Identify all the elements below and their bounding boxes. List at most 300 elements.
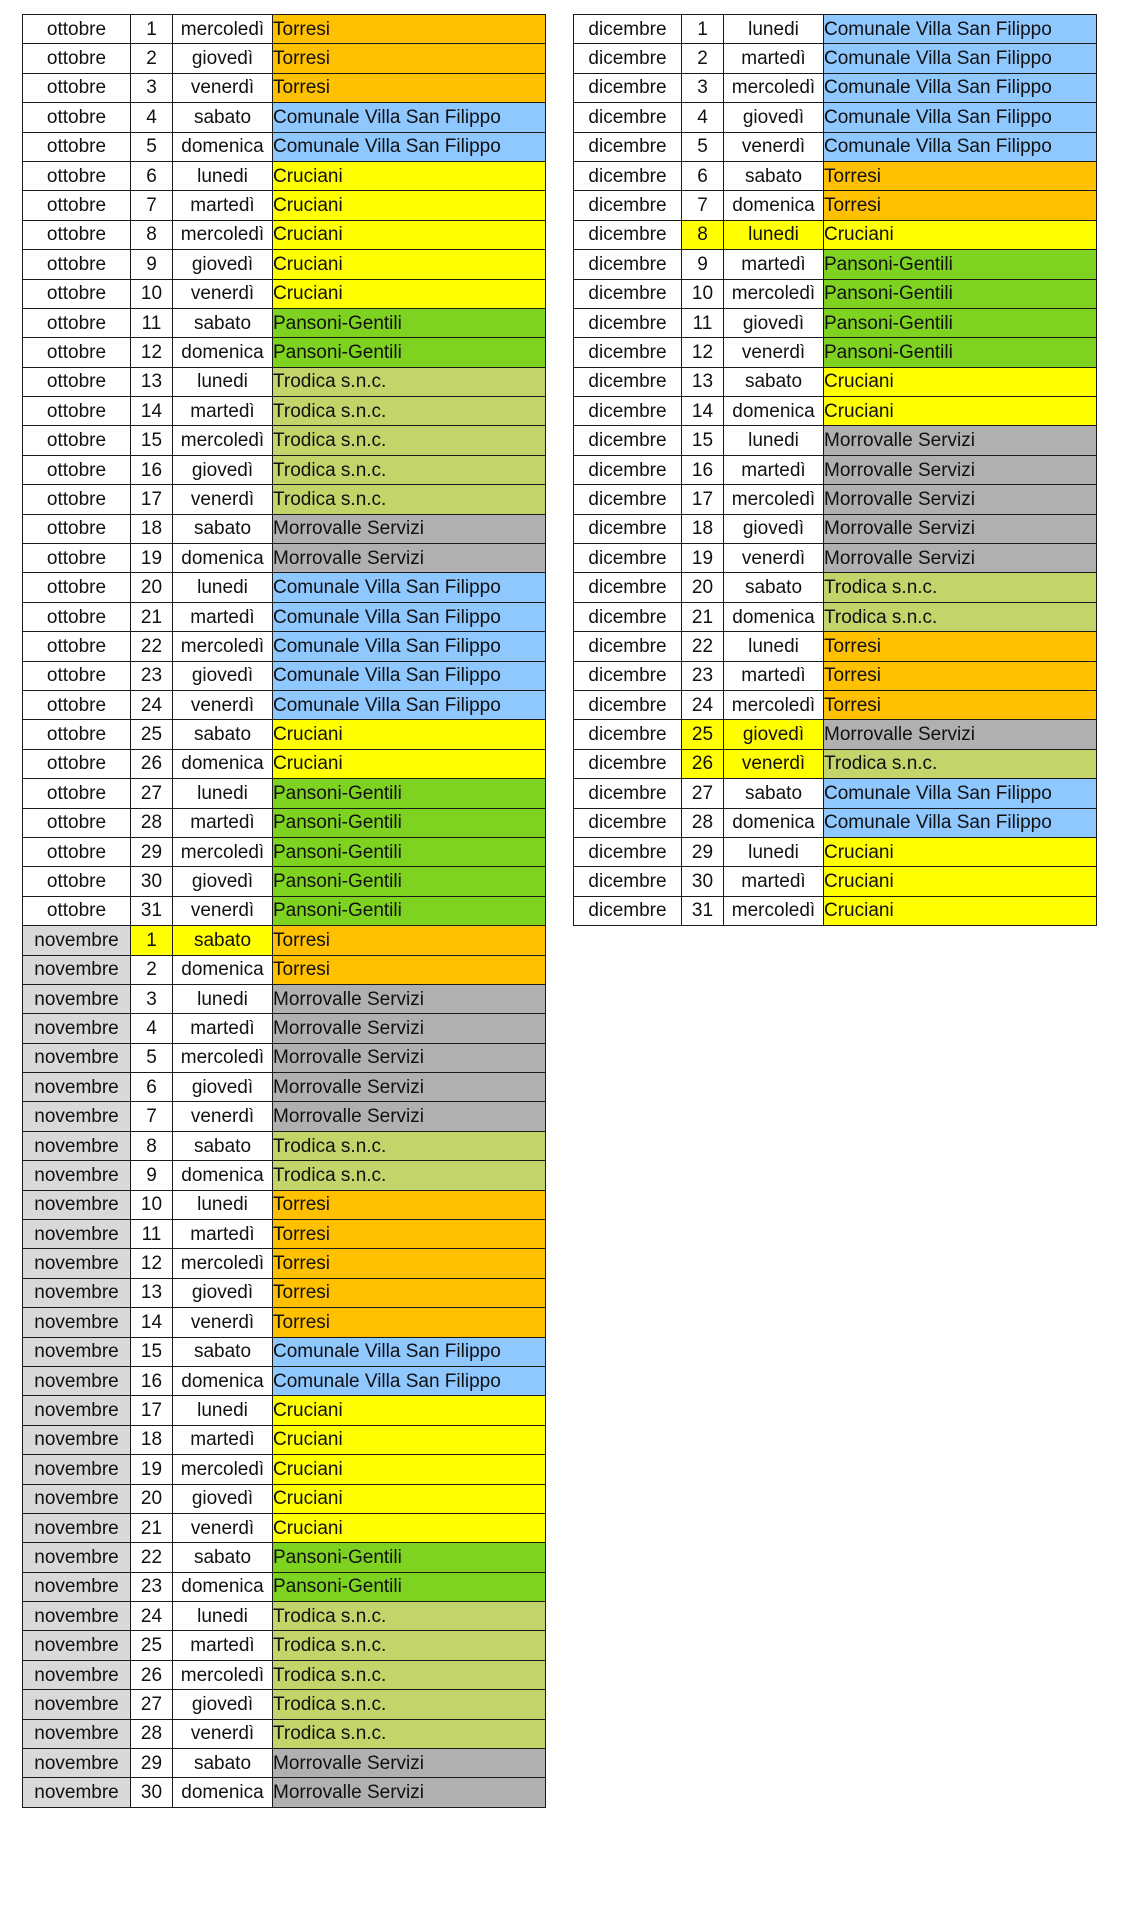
pharmacy-cell: Comunale Villa San Filippo [824, 132, 1097, 161]
day-number-cell: 17 [131, 485, 173, 514]
pharmacy-cell: Morrovalle Servizi [824, 544, 1097, 573]
weekday-cell: venerdì [724, 132, 824, 161]
weekday-cell: sabato [724, 161, 824, 190]
pharmacy-cell: Pansoni-Gentili [273, 1543, 546, 1572]
pharmacy-cell: Torresi [273, 44, 546, 73]
month-cell: novembre [23, 1278, 131, 1307]
day-number-cell: 13 [682, 367, 724, 396]
weekday-cell: venerdì [724, 544, 824, 573]
month-cell: ottobre [23, 367, 131, 396]
month-cell: ottobre [23, 44, 131, 73]
day-number-cell: 2 [131, 44, 173, 73]
day-number-cell: 7 [682, 191, 724, 220]
month-cell: dicembre [574, 161, 682, 190]
day-number-cell: 27 [131, 1690, 173, 1719]
month-cell: novembre [23, 1513, 131, 1542]
day-number-cell: 13 [131, 367, 173, 396]
weekday-cell: sabato [724, 573, 824, 602]
day-number-cell: 11 [131, 308, 173, 337]
schedule-row [23, 1719, 546, 1748]
schedule-row [23, 1249, 546, 1278]
pharmacy-cell: Torresi [824, 632, 1097, 661]
day-number-cell: 28 [682, 808, 724, 837]
pharmacy-cell: Cruciani [273, 1455, 546, 1484]
schedule-row [23, 1749, 546, 1778]
weekday-cell: sabato [724, 779, 824, 808]
month-cell: ottobre [23, 15, 131, 44]
pharmacy-cell: Torresi [273, 73, 546, 102]
pharmacy-cell: Pansoni-Gentili [273, 837, 546, 866]
weekday-cell: martedì [173, 1425, 273, 1454]
day-number-cell: 7 [131, 1102, 173, 1131]
weekday-cell: mercoledì [724, 896, 824, 925]
weekday-cell: lunedi [173, 573, 273, 602]
schedule-row [23, 485, 546, 514]
month-cell: ottobre [23, 279, 131, 308]
schedule-row [574, 485, 1097, 514]
day-number-cell: 18 [131, 514, 173, 543]
pharmacy-cell: Pansoni-Gentili [273, 1572, 546, 1601]
schedule-row [574, 73, 1097, 102]
month-cell: novembre [23, 1484, 131, 1513]
day-number-cell: 13 [131, 1278, 173, 1307]
schedule-row [23, 1602, 546, 1631]
weekday-cell: mercoledì [724, 690, 824, 719]
pharmacy-cell: Cruciani [273, 191, 546, 220]
pharmacy-cell: Cruciani [824, 837, 1097, 866]
day-number-cell: 11 [682, 308, 724, 337]
schedule-row [23, 837, 546, 866]
day-number-cell: 23 [131, 1572, 173, 1601]
day-number-cell: 17 [682, 485, 724, 514]
schedule-row [23, 955, 546, 984]
schedule-row [23, 1102, 546, 1131]
pharmacy-cell: Morrovalle Servizi [273, 514, 546, 543]
schedule-row [23, 161, 546, 190]
schedule-row [574, 191, 1097, 220]
schedule-row [574, 779, 1097, 808]
day-number-cell: 31 [682, 896, 724, 925]
schedule-row [23, 220, 546, 249]
day-number-cell: 30 [682, 867, 724, 896]
schedule-row [23, 1513, 546, 1542]
weekday-cell: giovedì [173, 44, 273, 73]
month-cell: novembre [23, 926, 131, 955]
month-cell: ottobre [23, 455, 131, 484]
pharmacy-cell: Pansoni-Gentili [273, 867, 546, 896]
pharmacy-cell: Trodica s.n.c. [824, 749, 1097, 778]
pharmacy-cell: Pansoni-Gentili [824, 250, 1097, 279]
schedule-row [574, 220, 1097, 249]
pharmacy-cell: Cruciani [273, 250, 546, 279]
pharmacy-cell: Torresi [273, 926, 546, 955]
month-cell: ottobre [23, 837, 131, 866]
weekday-cell: sabato [173, 926, 273, 955]
month-cell: novembre [23, 1249, 131, 1278]
day-number-cell: 15 [682, 426, 724, 455]
schedule-row [574, 661, 1097, 690]
weekday-cell: sabato [173, 1749, 273, 1778]
weekday-cell: domenica [173, 1366, 273, 1395]
day-number-cell: 25 [131, 720, 173, 749]
month-cell: dicembre [574, 44, 682, 73]
weekday-cell: venerdì [173, 896, 273, 925]
day-number-cell: 26 [131, 1660, 173, 1689]
weekday-cell: mercoledì [724, 485, 824, 514]
pharmacy-cell: Cruciani [273, 1484, 546, 1513]
schedule-row [574, 397, 1097, 426]
day-number-cell: 27 [131, 779, 173, 808]
pharmacy-cell: Morrovalle Servizi [273, 1014, 546, 1043]
schedule-body-right [574, 15, 1097, 926]
schedule-row [23, 132, 546, 161]
pharmacy-cell: Comunale Villa San Filippo [824, 44, 1097, 73]
weekday-cell: mercoledì [173, 1043, 273, 1072]
month-cell: ottobre [23, 250, 131, 279]
month-cell: dicembre [574, 544, 682, 573]
weekday-cell: domenica [724, 191, 824, 220]
month-cell: novembre [23, 1602, 131, 1631]
day-number-cell: 28 [131, 1719, 173, 1748]
pharmacy-cell: Torresi [273, 1190, 546, 1219]
month-cell: novembre [23, 1220, 131, 1249]
month-cell: dicembre [574, 896, 682, 925]
weekday-cell: lunedi [173, 1190, 273, 1219]
schedule-row [574, 367, 1097, 396]
month-cell: ottobre [23, 103, 131, 132]
month-cell: ottobre [23, 896, 131, 925]
month-cell: dicembre [574, 308, 682, 337]
schedule-row [23, 44, 546, 73]
weekday-cell: martedì [173, 397, 273, 426]
schedule-row [23, 397, 546, 426]
schedule-row [23, 544, 546, 573]
schedule-row [574, 455, 1097, 484]
month-cell: ottobre [23, 544, 131, 573]
day-number-cell: 29 [682, 837, 724, 866]
schedule-row [23, 279, 546, 308]
month-cell: novembre [23, 1396, 131, 1425]
weekday-cell: sabato [173, 1543, 273, 1572]
day-number-cell: 23 [131, 661, 173, 690]
day-number-cell: 18 [131, 1425, 173, 1454]
day-number-cell: 29 [131, 1749, 173, 1778]
month-cell: dicembre [574, 573, 682, 602]
month-cell: dicembre [574, 426, 682, 455]
day-number-cell: 25 [682, 720, 724, 749]
weekday-cell: martedì [173, 1014, 273, 1043]
pharmacy-cell: Comunale Villa San Filippo [824, 15, 1097, 44]
pharmacy-cell: Torresi [824, 690, 1097, 719]
day-number-cell: 1 [682, 15, 724, 44]
pharmacy-cell: Cruciani [273, 220, 546, 249]
month-cell: novembre [23, 1572, 131, 1601]
pharmacy-cell: Morrovalle Servizi [824, 514, 1097, 543]
pharmacy-cell: Cruciani [273, 1396, 546, 1425]
schedule-body-left [23, 15, 546, 1808]
day-number-cell: 10 [131, 1190, 173, 1219]
weekday-cell: domenica [173, 132, 273, 161]
weekday-cell: domenica [173, 955, 273, 984]
pharmacy-cell: Comunale Villa San Filippo [824, 73, 1097, 102]
pharmacy-cell: Trodica s.n.c. [273, 1631, 546, 1660]
day-number-cell: 6 [682, 161, 724, 190]
weekday-cell: sabato [173, 103, 273, 132]
weekday-cell: sabato [173, 720, 273, 749]
day-number-cell: 24 [131, 1602, 173, 1631]
month-cell: dicembre [574, 867, 682, 896]
weekday-cell: giovedì [173, 455, 273, 484]
month-cell: ottobre [23, 397, 131, 426]
weekday-cell: domenica [173, 544, 273, 573]
month-cell: ottobre [23, 73, 131, 102]
day-number-cell: 22 [682, 632, 724, 661]
schedule-row [23, 926, 546, 955]
day-number-cell: 14 [131, 1308, 173, 1337]
weekday-cell: martedì [724, 250, 824, 279]
weekday-cell: sabato [724, 367, 824, 396]
schedule-row [23, 602, 546, 631]
pharmacy-cell: Comunale Villa San Filippo [273, 103, 546, 132]
weekday-cell: giovedì [173, 867, 273, 896]
schedule-row [23, 191, 546, 220]
schedule-row [23, 308, 546, 337]
weekday-cell: domenica [173, 1572, 273, 1601]
pharmacy-cell: Trodica s.n.c. [273, 1131, 546, 1160]
pharmacy-cell: Trodica s.n.c. [273, 485, 546, 514]
weekday-cell: domenica [173, 338, 273, 367]
weekday-cell: mercoledì [173, 15, 273, 44]
day-number-cell: 23 [682, 661, 724, 690]
schedule-row [574, 338, 1097, 367]
schedule-row [23, 1366, 546, 1395]
weekday-cell: mercoledì [173, 632, 273, 661]
weekday-cell: lunedi [724, 220, 824, 249]
weekday-cell: domenica [724, 602, 824, 631]
weekday-cell: sabato [173, 1131, 273, 1160]
day-number-cell: 8 [682, 220, 724, 249]
pharmacy-cell: Pansoni-Gentili [273, 338, 546, 367]
month-cell: dicembre [574, 338, 682, 367]
weekday-cell: lunedi [173, 779, 273, 808]
month-cell: novembre [23, 1455, 131, 1484]
pharmacy-cell: Morrovalle Servizi [273, 984, 546, 1013]
month-cell: dicembre [574, 808, 682, 837]
weekday-cell: sabato [173, 514, 273, 543]
pharmacy-cell: Pansoni-Gentili [273, 779, 546, 808]
schedule-row [23, 779, 546, 808]
day-number-cell: 3 [131, 984, 173, 1013]
schedule-row [23, 1190, 546, 1219]
month-cell: ottobre [23, 338, 131, 367]
day-number-cell: 25 [131, 1631, 173, 1660]
weekday-cell: venerdì [173, 485, 273, 514]
month-cell: ottobre [23, 161, 131, 190]
month-cell: novembre [23, 1719, 131, 1748]
schedule-row [23, 1131, 546, 1160]
pharmacy-cell: Comunale Villa San Filippo [824, 779, 1097, 808]
pharmacy-cell: Comunale Villa San Filippo [273, 632, 546, 661]
weekday-cell: lunedi [724, 426, 824, 455]
pharmacy-cell: Comunale Villa San Filippo [273, 661, 546, 690]
weekday-cell: domenica [724, 397, 824, 426]
pharmacy-cell: Cruciani [824, 867, 1097, 896]
weekday-cell: mercoledì [173, 426, 273, 455]
pharmacy-cell: Torresi [824, 661, 1097, 690]
day-number-cell: 19 [131, 1455, 173, 1484]
day-number-cell: 9 [131, 250, 173, 279]
month-cell: dicembre [574, 15, 682, 44]
month-cell: ottobre [23, 602, 131, 631]
weekday-cell: lunedi [173, 984, 273, 1013]
schedule-row [574, 161, 1097, 190]
month-cell: ottobre [23, 690, 131, 719]
weekday-cell: venerdì [724, 749, 824, 778]
pharmacy-cell: Trodica s.n.c. [824, 573, 1097, 602]
weekday-cell: giovedì [173, 1073, 273, 1102]
day-number-cell: 24 [682, 690, 724, 719]
pharmacy-cell: Trodica s.n.c. [824, 602, 1097, 631]
schedule-row [23, 1425, 546, 1454]
weekday-cell: martedì [724, 44, 824, 73]
pharmacy-cell: Torresi [273, 1220, 546, 1249]
weekday-cell: lunedi [173, 1396, 273, 1425]
month-cell: dicembre [574, 397, 682, 426]
pharmacy-cell: Trodica s.n.c. [273, 1660, 546, 1689]
weekday-cell: mercoledì [173, 837, 273, 866]
schedule-row [574, 514, 1097, 543]
month-cell: novembre [23, 1660, 131, 1689]
month-cell: ottobre [23, 132, 131, 161]
day-number-cell: 4 [682, 103, 724, 132]
month-cell: novembre [23, 1014, 131, 1043]
weekday-cell: giovedì [724, 514, 824, 543]
pharmacy-cell: Morrovalle Servizi [273, 1043, 546, 1072]
day-number-cell: 21 [131, 1513, 173, 1542]
pharmacy-cell: Cruciani [824, 220, 1097, 249]
day-number-cell: 10 [131, 279, 173, 308]
schedule-row [574, 426, 1097, 455]
weekday-cell: lunedi [173, 1602, 273, 1631]
month-cell: dicembre [574, 220, 682, 249]
weekday-cell: martedì [173, 191, 273, 220]
schedule-row [23, 455, 546, 484]
month-cell: novembre [23, 955, 131, 984]
pharmacy-cell: Morrovalle Servizi [273, 1749, 546, 1778]
month-cell: ottobre [23, 485, 131, 514]
schedule-row [23, 661, 546, 690]
schedule-row [23, 808, 546, 837]
weekday-cell: lunedi [724, 837, 824, 866]
pharmacy-cell: Cruciani [273, 749, 546, 778]
day-number-cell: 10 [682, 279, 724, 308]
pharmacy-cell: Morrovalle Servizi [824, 485, 1097, 514]
schedule-row [574, 573, 1097, 602]
day-number-cell: 21 [131, 602, 173, 631]
schedule-row [23, 103, 546, 132]
day-number-cell: 1 [131, 15, 173, 44]
month-cell: dicembre [574, 103, 682, 132]
schedule-row [574, 896, 1097, 925]
pharmacy-cell: Morrovalle Servizi [273, 1073, 546, 1102]
month-cell: novembre [23, 1190, 131, 1219]
weekday-cell: lunedi [173, 161, 273, 190]
schedule-row [574, 808, 1097, 837]
pharmacy-cell: Comunale Villa San Filippo [273, 1337, 546, 1366]
schedule-row [23, 573, 546, 602]
month-cell: ottobre [23, 749, 131, 778]
pharmacy-cell: Cruciani [824, 397, 1097, 426]
weekday-cell: mercoledì [173, 220, 273, 249]
schedule-row [23, 73, 546, 102]
day-number-cell: 20 [131, 573, 173, 602]
month-cell: ottobre [23, 632, 131, 661]
day-number-cell: 26 [131, 749, 173, 778]
schedule-row [23, 1572, 546, 1601]
month-cell: novembre [23, 1161, 131, 1190]
month-cell: ottobre [23, 220, 131, 249]
day-number-cell: 21 [682, 602, 724, 631]
day-number-cell: 3 [131, 73, 173, 102]
day-number-cell: 31 [131, 896, 173, 925]
day-number-cell: 9 [131, 1161, 173, 1190]
weekday-cell: mercoledì [173, 1660, 273, 1689]
weekday-cell: giovedì [173, 1690, 273, 1719]
pharmacy-cell: Trodica s.n.c. [273, 1602, 546, 1631]
weekday-cell: giovedì [173, 661, 273, 690]
schedule-row [574, 544, 1097, 573]
schedule-row [23, 1014, 546, 1043]
day-number-cell: 22 [131, 1543, 173, 1572]
schedule-row [23, 1278, 546, 1307]
pharmacy-cell: Comunale Villa San Filippo [273, 602, 546, 631]
schedule-row [574, 690, 1097, 719]
schedule-row [23, 1308, 546, 1337]
month-cell: novembre [23, 1631, 131, 1660]
day-number-cell: 18 [682, 514, 724, 543]
pharmacy-cell: Trodica s.n.c. [273, 426, 546, 455]
schedule-row [574, 720, 1097, 749]
weekday-cell: domenica [724, 808, 824, 837]
weekday-cell: domenica [173, 1778, 273, 1807]
pharmacy-cell: Torresi [273, 955, 546, 984]
schedule-row [574, 250, 1097, 279]
weekday-cell: mercoledì [173, 1249, 273, 1278]
pharmacy-cell: Torresi [273, 1278, 546, 1307]
schedule-row [574, 867, 1097, 896]
pharmacy-cell: Comunale Villa San Filippo [824, 808, 1097, 837]
day-number-cell: 16 [682, 455, 724, 484]
schedule-row [23, 1778, 546, 1807]
schedule-row [574, 132, 1097, 161]
weekday-cell: giovedì [724, 103, 824, 132]
month-cell: dicembre [574, 602, 682, 631]
day-number-cell: 20 [682, 573, 724, 602]
schedule-row [23, 1220, 546, 1249]
pharmacy-cell: Pansoni-Gentili [273, 808, 546, 837]
month-cell: dicembre [574, 485, 682, 514]
month-cell: dicembre [574, 514, 682, 543]
day-number-cell: 16 [131, 455, 173, 484]
day-number-cell: 5 [131, 132, 173, 161]
weekday-cell: venerdì [173, 1513, 273, 1542]
weekday-cell: mercoledì [724, 73, 824, 102]
day-number-cell: 30 [131, 867, 173, 896]
schedule-row [23, 749, 546, 778]
schedule-table-october-november [22, 14, 546, 1808]
schedule-row [23, 1455, 546, 1484]
pharmacy-cell: Morrovalle Servizi [824, 455, 1097, 484]
